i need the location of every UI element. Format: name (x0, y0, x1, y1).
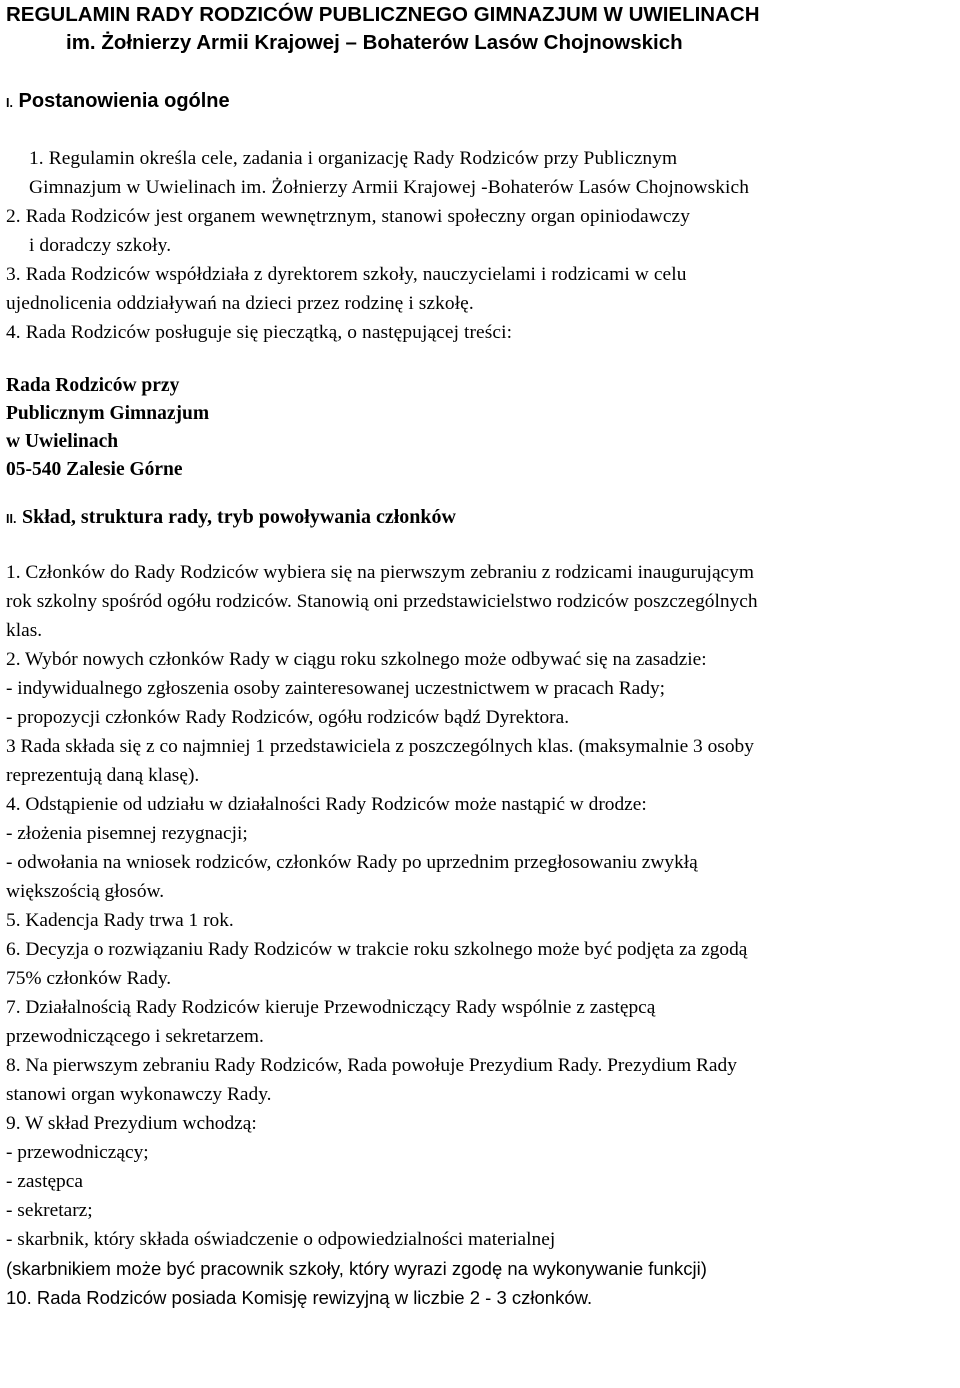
section-2-line: - propozycji członków Rady Rodziców, ogółu rodziców bądź Dyrektora. (6, 707, 570, 728)
section-1-item-2-line-2: i doradczy szkoły. (29, 235, 172, 256)
section-2-line: 5. Kadencja Rady trwa 1 rok. (6, 910, 234, 931)
section-2-line: większością głosów. (6, 881, 165, 902)
section-2-line: 2. Wybór nowych członków Rady w ciągu roku szkolnego może odbywać się na zasadzie: (6, 649, 707, 670)
stamp-line-2: Publicznym Gimnazjum (6, 403, 210, 424)
section-2-title: Skład, struktura rady, tryb powoływania członków (21, 506, 456, 528)
section-2-number: II. (6, 512, 17, 526)
section-2-sans-lines (6, 1254, 954, 1312)
section-2-line: 9. W skład Prezydium wchodzą: (6, 1113, 257, 1134)
section-2-line: - przewodniczący; (6, 1142, 149, 1163)
section-2-line: stanowi organ wykonawczy Rady. (6, 1084, 272, 1105)
section-2-line: reprezentują daną klasę). (6, 765, 200, 786)
section-2-line: 7. Działalnością Rady Rodziców kieruje Przewodniczący Rady wspólnie z zastępcą (6, 997, 656, 1018)
section-2-line: klas. (6, 620, 43, 641)
section-2-line: 75% członków Rady. (6, 968, 172, 989)
section-2-line: - zastępca (6, 1171, 83, 1192)
section-2-line: - odwołania na wniosek rodziców, członków Rady po uprzednim przegłosowaniu zwykłą (6, 852, 698, 873)
section-1-item-1-line-1: 1. Regulamin określa cele, zadania i organizację Rady Rodziców przy Publicznym (29, 148, 678, 169)
stamp-line-1: Rada Rodziców przy (6, 375, 180, 396)
title-line-2: im. Żołnierzy Armii Krajowej – Bohaterów Lasów Chojnowskich (66, 31, 683, 54)
section-2-line: - złożenia pisemnej rezygnacji; (6, 823, 248, 844)
section-2-list (6, 558, 954, 1254)
section-1-number: I. (6, 96, 13, 110)
document-page (0, 1, 960, 1388)
section-1-item-3-line-2: ujednolicenia oddziaływań na dzieci przez rodzinę i szkołę. (6, 293, 474, 314)
section-2-heading (6, 504, 954, 532)
section-1-item-4-line-1: 4. Rada Rodziców posługuje się pieczątką, o następującej treści: (6, 322, 513, 343)
section-2-line: rok szkolny spośród ogółu rodziców. Stanowią oni przedstawicielstwo rodziców poszczególnych (6, 591, 758, 612)
section-1-item-3-line-1: 3. Rada Rodziców współdziała z dyrektorem szkoły, nauczycielami i rodzicami w celu (6, 264, 687, 285)
stamp-text (6, 372, 954, 484)
section-2-sans-line-1: (skarbnikiem może być pracownik szkoły, który wyrazi zgodę na wykonywanie funkcji) (6, 1258, 707, 1279)
section-2-line: - skarbnik, który składa oświadczenie o odpowiedzialności materialnej (6, 1229, 556, 1250)
section-2-line: przewodniczącego i sekretarzem. (6, 1026, 264, 1047)
title-line-1: REGULAMIN RADY RODZICÓW PUBLICZNEGO GIMNAZJUM W UWIELINACH (6, 3, 760, 26)
section-2-line: 8. Na pierwszym zebraniu Rady Rodziców, Rada powołuje Prezydium Rady. Prezydium Rady (6, 1055, 737, 1076)
section-2-line: - indywidualnego zgłoszenia osoby zainteresowanej uczestnictwem w pracach Rady; (6, 678, 666, 699)
section-2-sans-line-2: 10. Rada Rodziców posiada Komisję rewizyjną w liczbie 2 - 3 członków. (6, 1287, 593, 1308)
section-2-line: - sekretarz; (6, 1200, 93, 1221)
stamp-line-3: w Uwielinach (6, 431, 119, 452)
section-2-line: 3 Rada składa się z co najmniej 1 przedstawiciela z poszczególnych klas. (maksymalnie 3 osoby (6, 736, 754, 757)
section-1-title: Postanowienia ogólne (18, 90, 230, 112)
section-1-list (6, 144, 954, 347)
section-2-line: 6. Decyzja o rozwiązaniu Rady Rodziców w trakcie roku szkolnego może być podjęta za zgodą (6, 939, 748, 960)
section-2-line: 4. Odstąpienie od udziału w działalności Rady Rodziców może nastąpić w drodze: (6, 794, 647, 815)
section-1-item-2-line-1: 2. Rada Rodziców jest organem wewnętrznym, stanowi społeczny organ opiniodawczy (6, 206, 691, 227)
section-2-line: 1. Członków do Rady Rodziców wybiera się na pierwszym zebraniu z rodzicami inaugurującym (6, 562, 754, 583)
section-1-item-1-line-2: Gimnazjum w Uwielinach im. Żołnierzy Armii Krajowej -Bohaterów Lasów Chojnowskich (29, 177, 750, 198)
document-title (6, 1, 954, 57)
stamp-line-4: 05-540 Zalesie Górne (6, 459, 183, 480)
section-1-heading (6, 88, 954, 116)
